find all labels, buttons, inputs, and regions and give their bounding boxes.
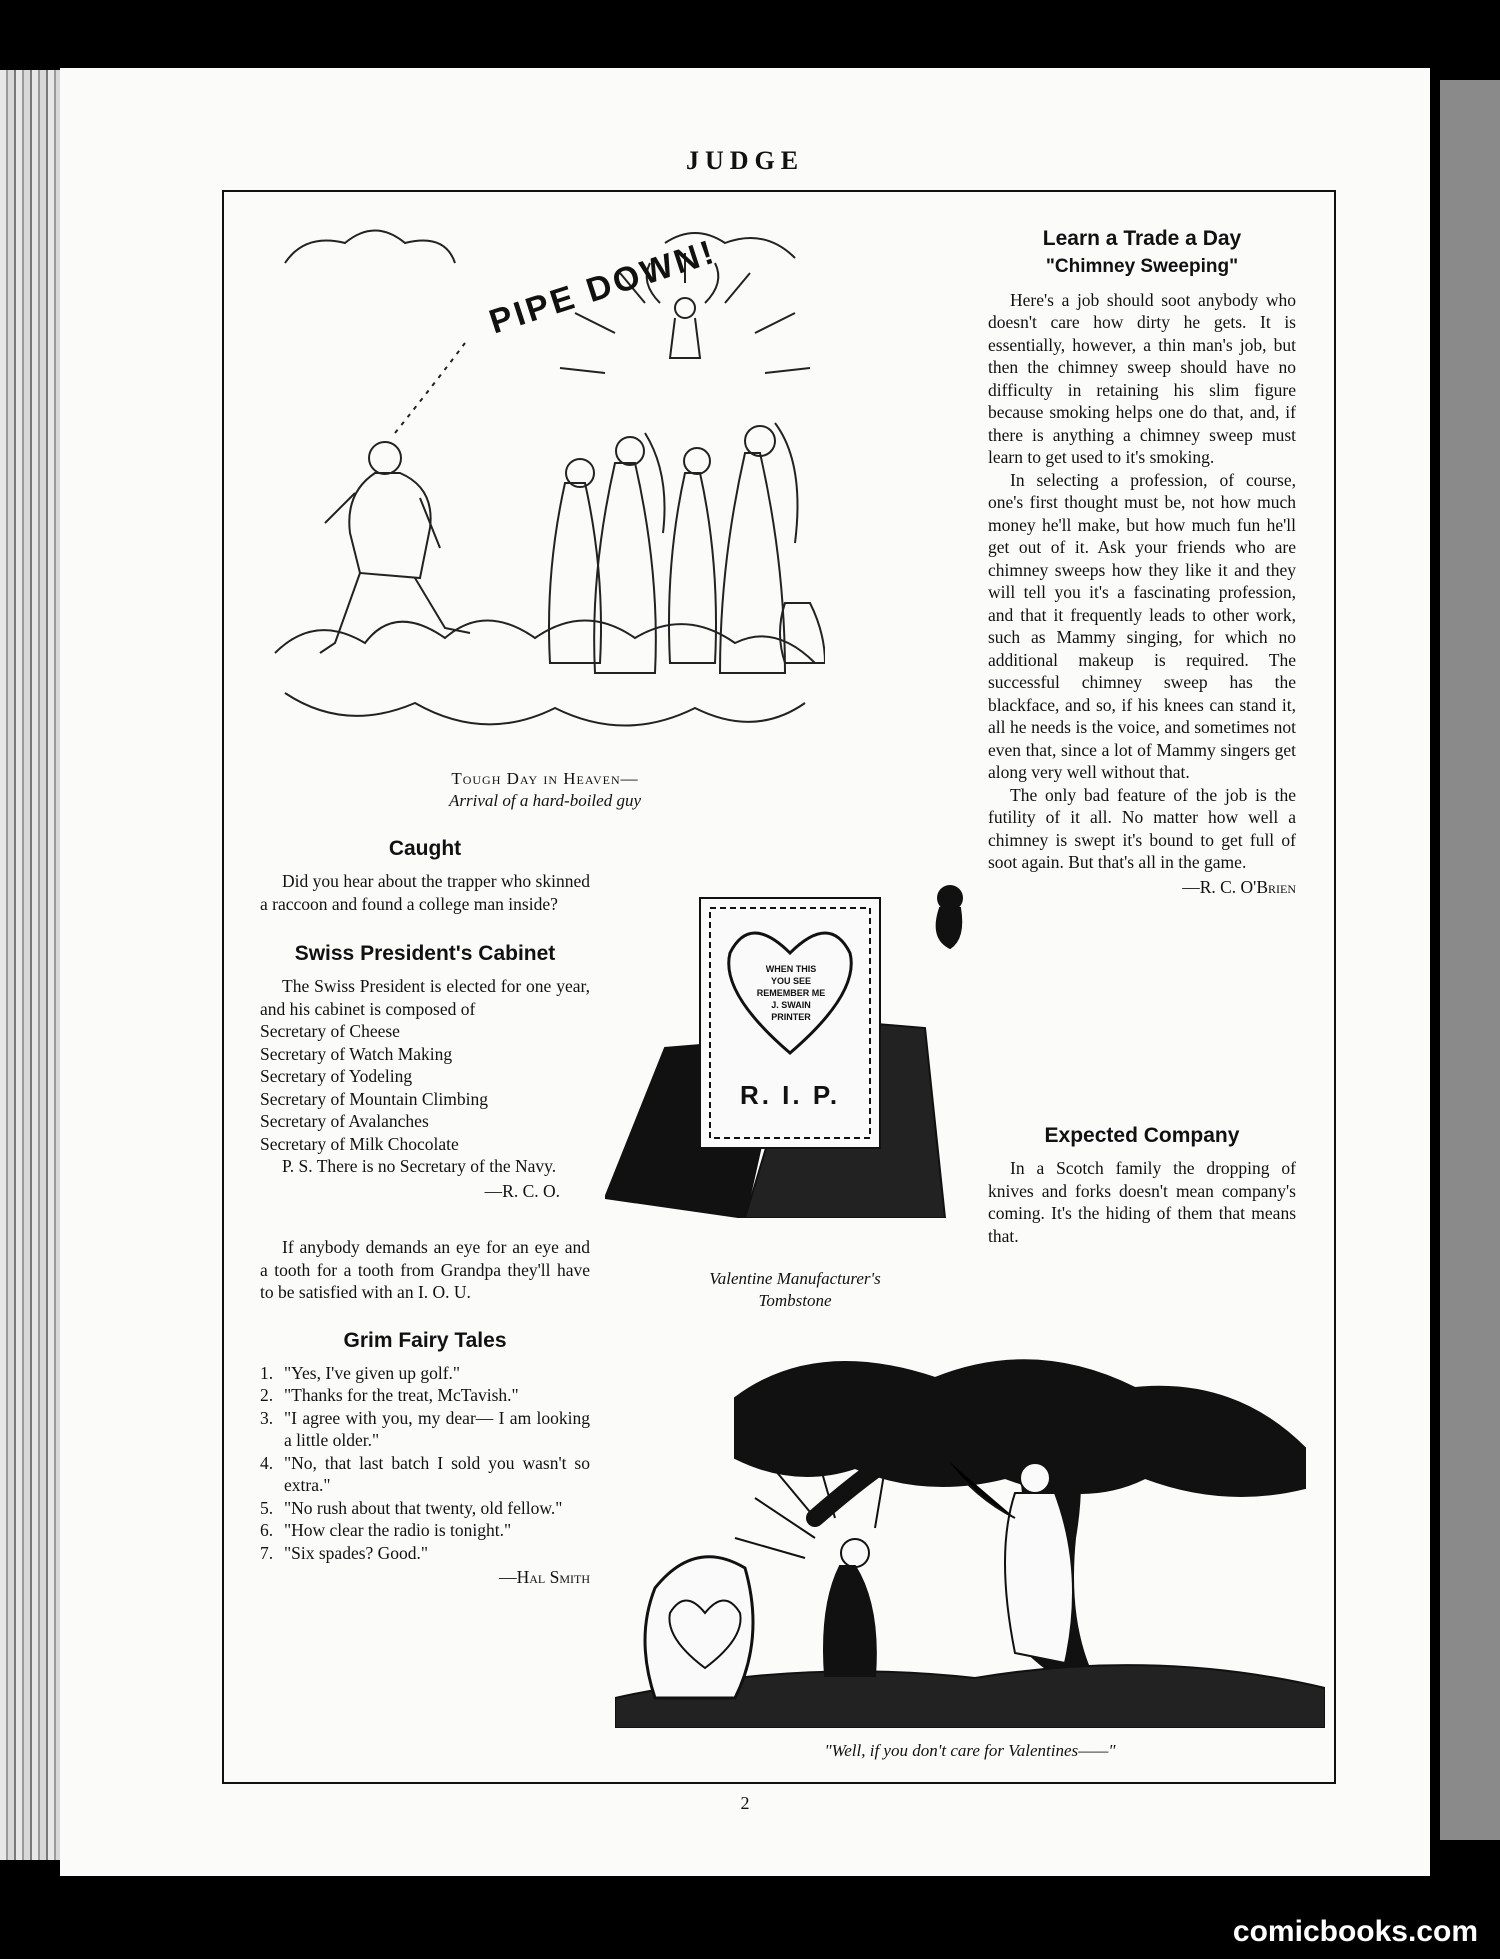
- list-item: 2. "Thanks for the treat, McTavish.": [260, 1385, 519, 1405]
- heaven-caption-subtitle: Arrival of a hard-boiled guy: [448, 791, 641, 810]
- tombstone-drawing: [605, 858, 980, 1218]
- trade-signature: —R. C. O'Brien: [1182, 876, 1296, 897]
- expected-title: Expected Company: [1044, 1124, 1240, 1147]
- caveman-caption-text: "Well, if you don't care for Valentines——": [824, 1741, 1116, 1760]
- tombstone-caption: [660, 1268, 930, 1312]
- pipe-down-speech: PIPE DOWN!: [484, 232, 721, 342]
- trade-subtitle: "Chimney Sweeping": [1045, 256, 1239, 277]
- list-item: 5. "No rush about that twenty, old fellow.": [260, 1497, 563, 1518]
- left-column: [260, 836, 590, 1589]
- trade-paragraph-1: Here's a job should soot anybody who doesn't care how dirty he gets. It is essentially, however, a thin man's job, but then the chimney sweep should have no difficulty in retaining his slim figure because smoking helps one do that, and, if there is anything a chimney sweep must learn to get used to it's smoking.: [988, 289, 1296, 467]
- tombstone-caption-line1: Valentine Manufacturer's: [709, 1269, 881, 1288]
- trade-paragraph-3: The only bad feature of the job is the futility of it all. No matter how well a chimney is swept it's bound to get full of soot again. But that's all in the game.: [988, 784, 1296, 872]
- list-item: 6. "How clear the radio is tonight.": [260, 1520, 512, 1540]
- list-item: 7. "Six spades? Good.": [260, 1542, 429, 1563]
- book-right-edge: [1440, 80, 1500, 1840]
- tombstone-heart-text: WHEN THIS YOU SEE REMEMBER ME J. SWAIN PRINTER: [756, 964, 826, 1022]
- caveman-caption: [615, 1740, 1325, 1762]
- list-item: Secretary of Watch Making: [260, 1043, 453, 1064]
- trade-title: Learn a Trade a Day: [1042, 227, 1242, 250]
- swiss-signature: —R. C. O.: [484, 1180, 560, 1201]
- caught-title: Caught: [388, 837, 462, 860]
- swiss-ps: P. S. There is no Secretary of the Navy.: [282, 1156, 557, 1176]
- running-head: JUDGE: [685, 146, 805, 175]
- site-watermark: comicbooks.com: [1232, 1915, 1478, 1948]
- caveman-cartoon: [615, 1358, 1325, 1728]
- grandpa-paragraph: If anybody demands an eye for an eye and a tooth for a tooth from Grandpa they'll have to be satisfied with an I. O. U.: [260, 1237, 590, 1302]
- heaven-cartoon: [265, 223, 825, 753]
- trade-paragraph-2: In selecting a profession, of course, one's first thought must be, not how much money he'll make, but how much fun he'll get out of it. Ask your friends who are chimney sweeps how they like it and they will tell you it's a fascinating profession, and that it frequently leads to other work, such as Mammy singing, for which no additional makeup is required. The successful chimney sweep has the blackface, and so, if his knees can stand it, all he needs is the voice, and sometimes not even that, since a lot of Mammy singers get along very well without that.: [988, 469, 1296, 782]
- tombstone-caption-line2: Tombstone: [758, 1291, 832, 1310]
- trade-article: [988, 226, 1296, 898]
- list-item: 4. "No, that last batch I sold you wasn't so extra.": [260, 1452, 590, 1495]
- swiss-title: Swiss President's Cabinet: [294, 942, 556, 965]
- swiss-paragraph: The Swiss President is elected for one year, and his cabinet is composed of: [260, 976, 590, 1019]
- list-item: Secretary of Mountain Climbing: [260, 1088, 488, 1109]
- page-number: 2: [740, 1793, 750, 1813]
- tombstone-cartoon: [605, 858, 980, 1218]
- heaven-caption: [265, 768, 825, 812]
- list-item: 1. "Yes, I've given up golf.": [260, 1362, 461, 1383]
- swiss-cabinet-list: [260, 1020, 590, 1155]
- grim-title: Grim Fairy Tales: [343, 1328, 507, 1352]
- magazine-page: [60, 68, 1430, 1876]
- expected-paragraph: In a Scotch family the dropping of knives and forks doesn't mean company's coming. It's the hiding of them that means that.: [988, 1158, 1296, 1246]
- expected-article: [988, 1123, 1296, 1247]
- caveman-drawing: [615, 1358, 1325, 1728]
- list-item: Secretary of Yodeling: [260, 1066, 413, 1086]
- grim-signature: —Hal Smith: [499, 1567, 590, 1587]
- caught-paragraph: Did you hear about the trapper who skinned a raccoon and found a college man inside?: [260, 871, 590, 914]
- heaven-caption-title: Tough Day in Heaven—: [451, 769, 639, 788]
- book-page-edges: [0, 70, 60, 1860]
- tombstone-rip-text: R. I. P.: [739, 1080, 841, 1110]
- list-item: Secretary of Cheese: [260, 1021, 400, 1041]
- list-item: Secretary of Avalanches: [260, 1111, 429, 1131]
- list-item: Secretary of Milk Chocolate: [260, 1133, 459, 1154]
- grim-list: [260, 1362, 590, 1565]
- list-item: 3. "I agree with you, my dear— I am looking a little older.": [260, 1407, 590, 1450]
